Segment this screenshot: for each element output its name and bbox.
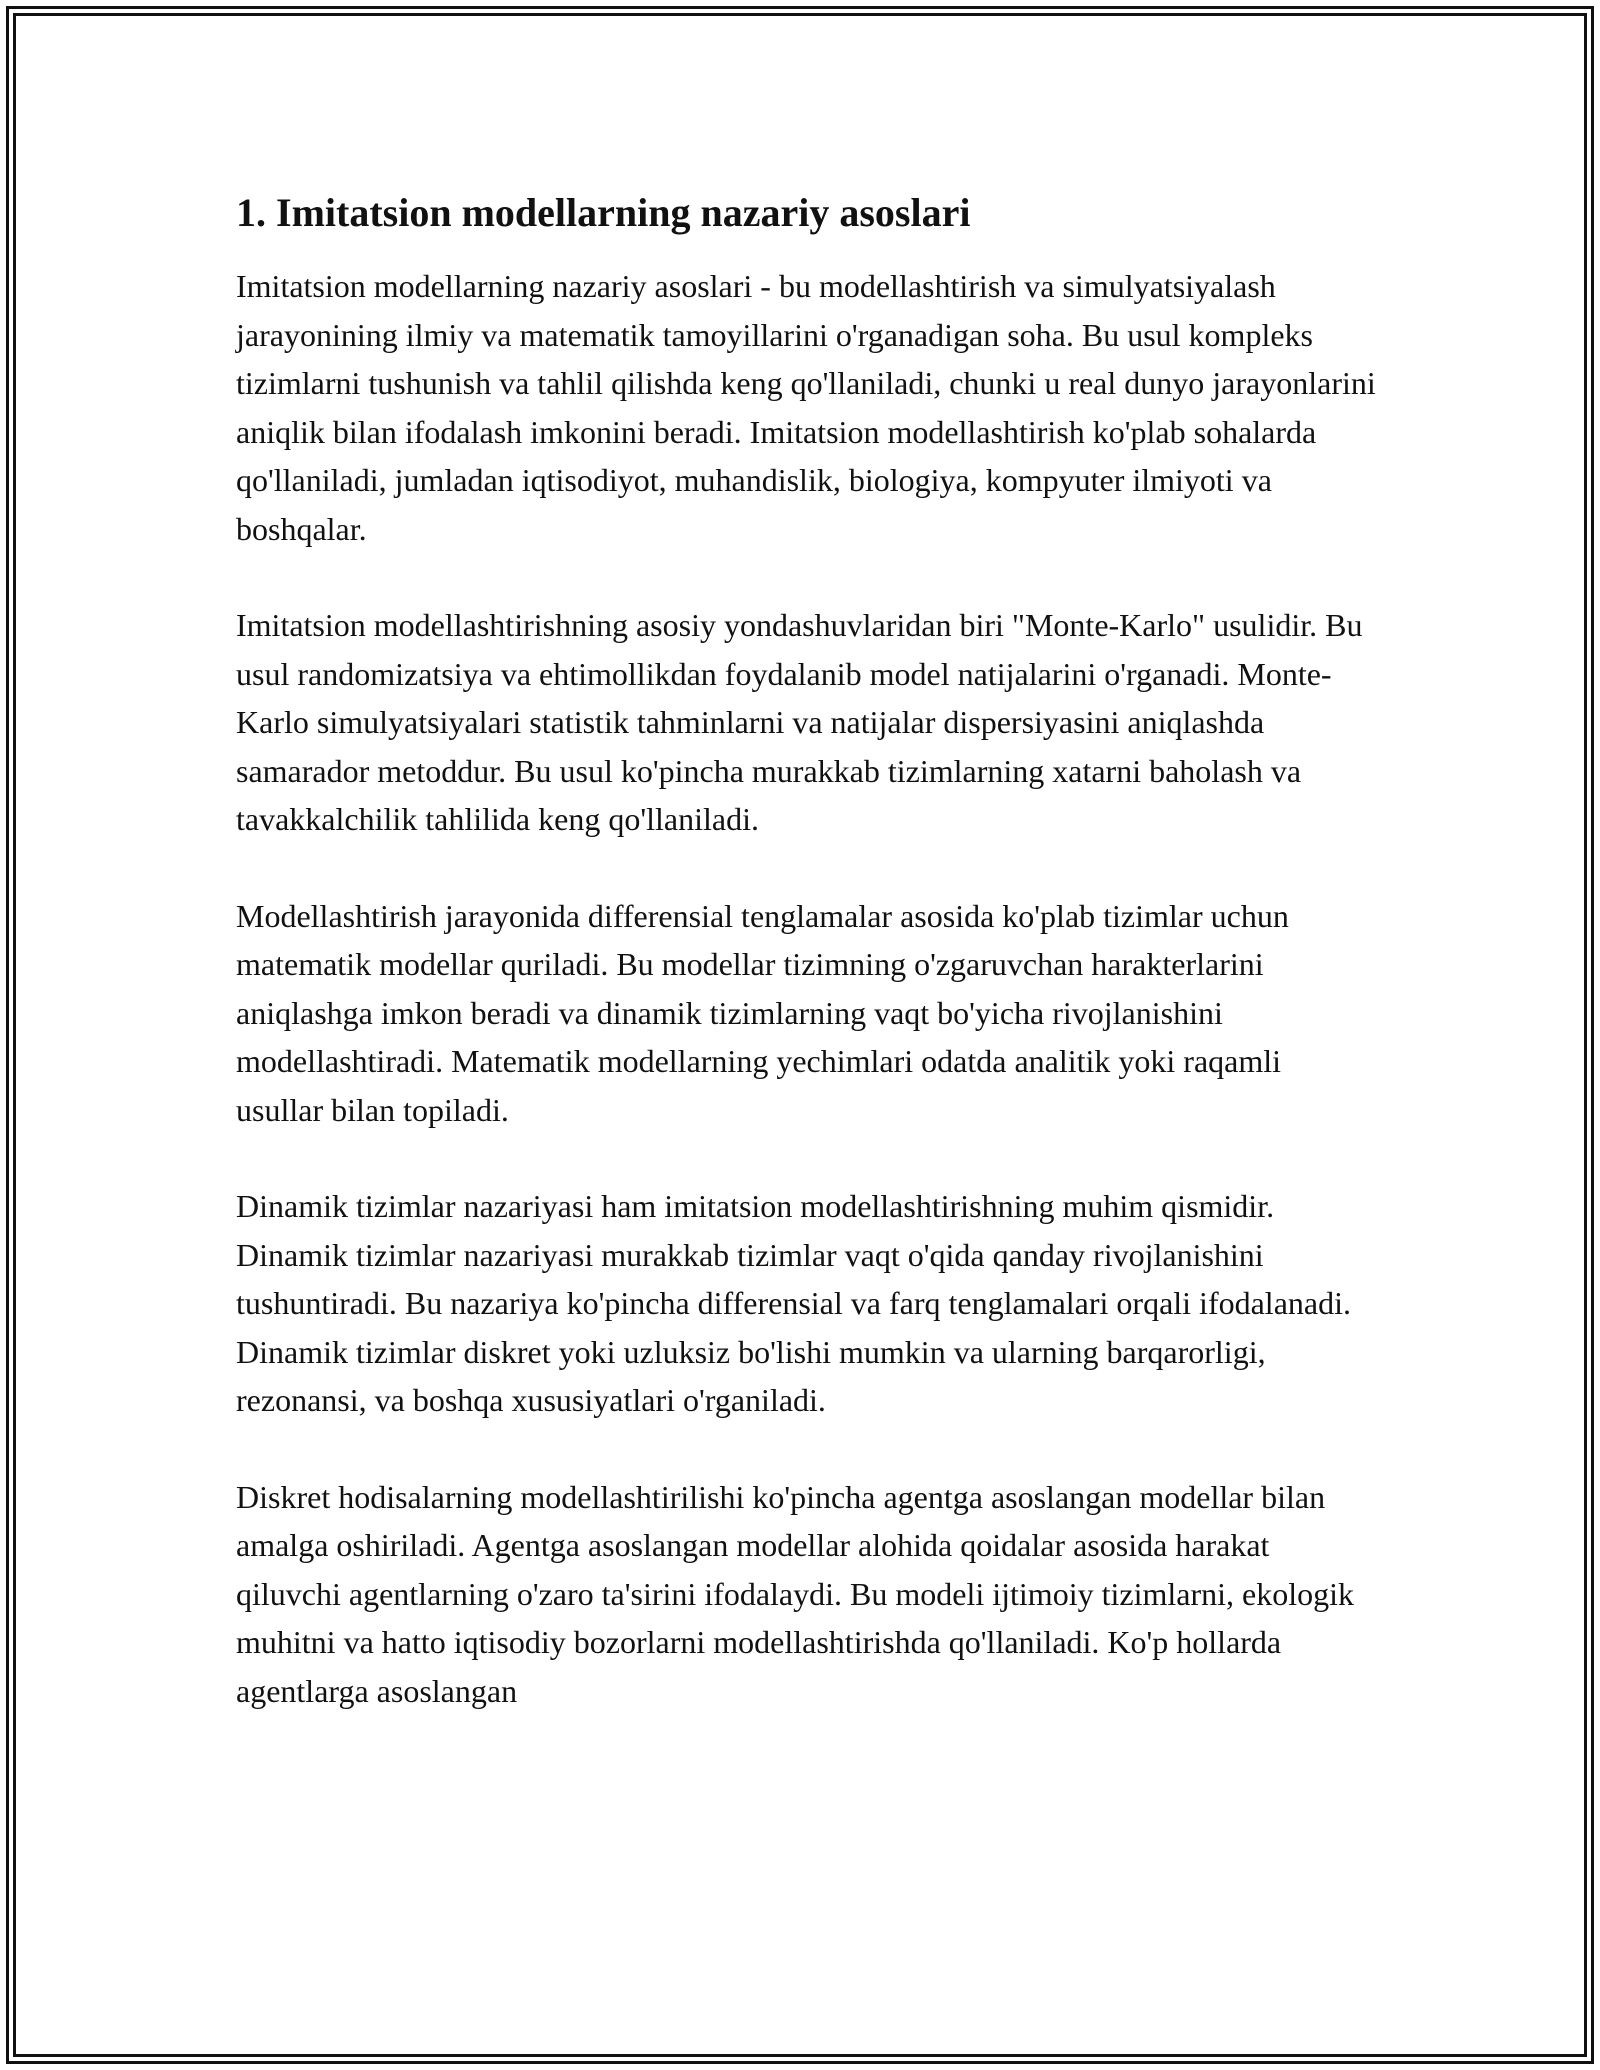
paragraph-1: Imitatsion modellarning nazariy asoslari - bu modellashtirish va simulyatsiyalash jarayonining ilmiy va matematik tamoyillarini o'rganadigan soha. Bu usul kompleks tizimlarni tushunish va tahlil qilishda keng qo'llaniladi, chunki u real dunyo jarayonlarini aniqlik bilan ifodalash imkonini beradi. Imitatsion modellashtirish ko'plab sohalarda qo'llaniladi, jumladan iqtisodiyot, muhandislik, biologiya, kompyuter ilmiyoti va boshqalar. <box>236 268 1376 547</box>
section-heading: 1. Imitatsion modellarning nazariy asoslari <box>236 190 971 235</box>
paragraph-5: Diskret hodisalarning modellashtirilishi ko'pincha agentga asoslangan modellar bilan amalga oshiriladi. Agentga asoslangan modellar alohida qoidalar asosida harakat qiluvchi agentlarning o'zaro ta'sirini ifodalaydi. Bu modeli ijtimoiy tizimlarni, ekologik muhitni va hatto iqtisodiy bozorlarni modellashtirishda qo'llaniladi. Ko'p hollarda agentlarga asoslangan <box>236 1478 1354 1709</box>
document-body <box>236 186 1376 1763</box>
paragraph-4: Dinamik tizimlar nazariyasi ham imitatsion modellashtirishning muhim qismidir. Dinamik tizimlar nazariyasi murakkab tizimlar vaqt o'qida qanday rivojlanishini tushuntiradi. Bu nazariya ko'pincha differensial va farq tenglamalari orqali ifodalanadi. Dinamik tizimlar diskret yoki uzluksiz bo'lishi mumkin va ularning barqarorligi, rezonansi, va boshqa xususiyatlari o'rganiladi. <box>236 1188 1351 1418</box>
paragraph-3: Modellashtirish jarayonida differensial tenglamalar asosida ko'plab tizimlar uchun matematik modellar quriladi. Bu modellar tizimning o'zgaruvchan harakterlarini aniqlashga imkon beradi va dinamik tizimlarning vaqt bo'yicha rivojlanishini modellashtiradi. Matematik modellarning yechimlari odatda analitik yoki raqamli usullar bilan topiladi. <box>236 897 1289 1128</box>
paragraph-2: Imitatsion modellashtirishning asosiy yondashuvlaridan biri "Monte-Karlo" usulidir. Bu usul randomizatsiya va ehtimollikdan foydalanib model natijalarini o'rganadi. Monte-Karlo simulyatsiyalari statistik tahminlarni va natijalar dispersiyasini aniqlashda samarador metoddur. Bu usul ko'pincha murakkab tizimlarning xatarni baholash va tavakkalchilik tahlilida keng qo'llaniladi. <box>236 607 1363 837</box>
